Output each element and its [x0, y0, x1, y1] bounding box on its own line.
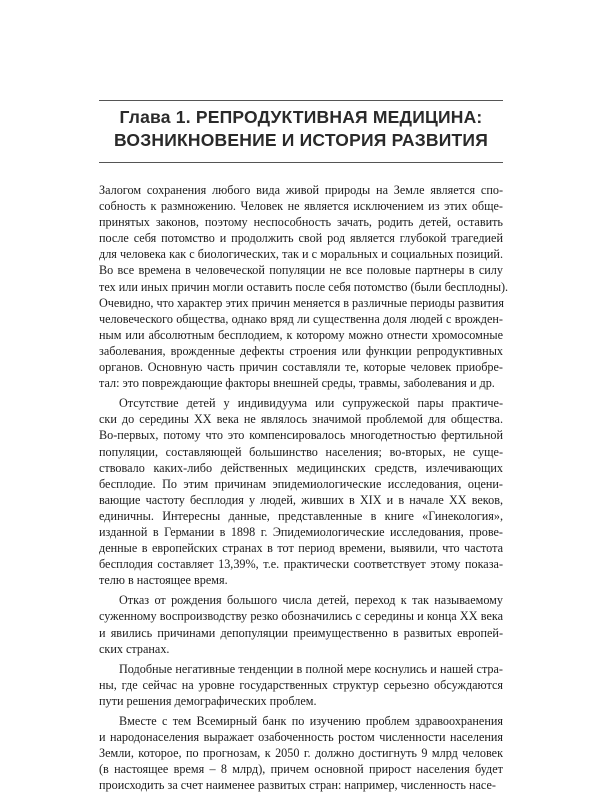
text-line: денные в европейских странах в тот период времени, выявили, что частота	[99, 541, 503, 556]
text-line: человеческого общества, однако вряд ли существенна доля людей с врожден-	[99, 311, 503, 326]
paragraph-4	[99, 661, 503, 709]
text-line: принятых законов, поэтому неспособность зачать, родить детей, оставить	[99, 215, 503, 230]
text-line: тал: это повреждающие факторы внешней среды, травмы, заболевания и др.	[99, 376, 495, 391]
paragraph-2	[99, 395, 503, 588]
paragraph-5	[99, 713, 503, 793]
text-line: бесплодия составляет 13,39%, т.е. практически соответствует этому показа-	[99, 557, 503, 572]
text-line: ны, где сейчас на уровне государственных структур серьезно обсуждаются	[99, 677, 503, 692]
text-line: суженному воспроизводству резко обозначились с середины и конца XX века	[99, 609, 503, 624]
text-line: и явились причинами депопуляции преимущественно в развитых европей-	[99, 625, 503, 640]
text-line: ным или абсолютным бесплодием, к которому можно отнести хромосомные	[99, 327, 503, 342]
text-line: Отказ от рождения большого числа детей, переход к так называемому	[119, 593, 503, 608]
text-line: ски до середины XX века не являлось значимой проблемой для общества.	[99, 412, 503, 427]
text-line: единичны. Интересны данные, представленные в книге «Гинекология»,	[99, 508, 503, 523]
text-line: вающие частоту бесплодия у людей, живших в XIX и в начале XX веков,	[99, 492, 503, 507]
title-rule-top	[99, 100, 503, 101]
text-line: и народонаселения выражает озабоченность ростом численности населения	[99, 730, 503, 745]
text-line: Земли, которое, по прогнозам, к 2050 г. должно достигнуть 9 млрд человек	[99, 746, 503, 761]
text-line: Очевидно, что характер этих причин меняется в различные периоды развития	[99, 295, 505, 310]
chapter-body	[99, 182, 509, 797]
text-line: Подобные негативные тенденции в полной мере коснулись и нашей стра-	[119, 661, 503, 676]
text-line: происходить за счет наименее развитых стран: например, численность насе-	[99, 778, 496, 793]
text-line: тех или иных причин могли оставить после себя потомство (были бесплодны).	[99, 279, 509, 294]
text-line: ских странах.	[99, 641, 170, 656]
text-line: Залогом сохранения любого вида живой природы на Земле является спо-	[99, 183, 503, 197]
title-rule-bottom	[99, 162, 503, 163]
text-line: популяции, составляющей большинство населения; во-вторых, не суще-	[99, 444, 503, 459]
text-line: (в настоящее время – 8 млрд), причем основной прирост населения будет	[99, 762, 503, 777]
text-line: Вместе с тем Всемирный банк по изучению проблем здравоохранения	[119, 714, 503, 728]
chapter-title	[99, 106, 503, 152]
text-line: заболевания, врожденные дефекты строения или функции репродуктивных	[99, 343, 503, 358]
chapter-title-line-1: Глава 1. РЕПРОДУКТИВНАЯ МЕДИЦИНА:	[119, 107, 483, 127]
text-line: после себя потомство и продолжить свой род является глубокой трагедией	[99, 231, 503, 246]
text-line: для человека как с биологических, так и с моральных и социальных позиций.	[99, 247, 503, 262]
text-line: пути решения демографических проблем.	[99, 693, 317, 708]
text-line: ствовало каких-либо действенных медицинских средств, излечивающих	[99, 460, 503, 475]
text-line: Во-первых, потому что это компенсировалось многодетностью фертильной	[99, 428, 503, 443]
chapter-title-line-2: ВОЗНИКНОВЕНИЕ И ИСТОРИЯ РАЗВИТИЯ	[114, 130, 488, 150]
text-line: собность к размножению. Человек не является исключением из этих обще-	[99, 199, 503, 214]
paragraph-1	[99, 182, 509, 391]
text-line: Во все времена в человеческой популяции не все половые партнеры в силу	[99, 263, 503, 278]
text-line: органов. Основную часть причин составляли те, которые человек приобре-	[99, 360, 503, 375]
paragraph-3	[99, 592, 503, 656]
text-line: бесплодие. По этим причинам эпидемиологические исследования, оцени-	[99, 476, 503, 491]
text-line: телю в настоящее время.	[99, 573, 228, 588]
text-line: Отсутствие детей у индивидуума или супружеской пары практиче-	[119, 396, 503, 411]
text-line: изданной в Германии в 1898 г. Эпидемиологические исследования, прове-	[99, 524, 503, 539]
